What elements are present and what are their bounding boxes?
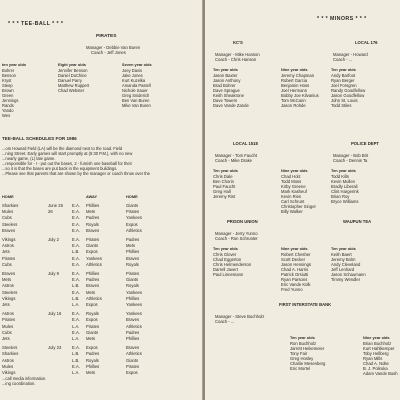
player-name: Greg Sniderich: [122, 93, 150, 99]
team-manager: Manager - Tom Faucht: [215, 153, 258, 158]
schedule-away: Padres: [86, 215, 100, 221]
schedule-home-left: Vikings: [2, 295, 16, 301]
player-name: Chris Dale: [213, 174, 233, 179]
schedule-slot: E.A.: [72, 277, 80, 283]
schedule-home: Giants: [126, 277, 139, 283]
schedule-away: Mets: [86, 370, 96, 375]
player-name: Robert Chesher: [281, 252, 311, 257]
schedule-home: Royals: [126, 283, 139, 289]
schedule-slot: L.A.: [72, 323, 80, 329]
player-name: Charlie Mesenberg: [290, 361, 326, 366]
player-name: Bobby Joe Kilvanius: [281, 93, 319, 98]
col-header-home-2: HOME: [126, 194, 138, 199]
schedule-home-left: Steelers: [2, 289, 18, 295]
schedule-home-left: Braves: [2, 227, 16, 233]
player-name: Rands: [2, 103, 14, 109]
schedule-home: Phillies: [126, 249, 140, 255]
player-name: Jeremy Rist: [213, 194, 236, 199]
player-name: Chris Glover: [213, 252, 237, 257]
schedule-away: Mets: [86, 336, 96, 341]
schedule-away: Yankees: [86, 255, 102, 261]
schedule-home: Braves: [126, 255, 140, 261]
schedule-away: Phillies: [86, 363, 100, 369]
player-name: Dave Towers: [213, 98, 238, 103]
team-title: LOCAL 1518: [233, 141, 258, 146]
schedule-away: Athletics: [86, 295, 102, 301]
player-name: Danuel Parry: [58, 78, 82, 84]
seven-year-label: Seven year olds: [122, 62, 152, 67]
schedule-home: Giants: [126, 203, 139, 208]
schedule-slot: L.B.: [72, 351, 80, 357]
schedule-slot: E.A.: [72, 209, 80, 215]
player-name: Ben Van Buren: [122, 98, 150, 104]
eight-year-list: [58, 68, 89, 93]
player-name: John St. Louis: [331, 98, 358, 103]
team-coach: Coach - Dennis Ta: [333, 158, 368, 163]
schedule-home: Yankees: [126, 289, 142, 295]
schedule-home-left: Steelers: [2, 221, 18, 227]
schedule-slot: E.A.: [72, 261, 80, 267]
player-name: Mark Kasheuf: [281, 189, 307, 194]
player-name: Jason Baxter: [213, 73, 238, 78]
player-name: Jeremy Chapman: [281, 73, 315, 78]
player-name: Chad Holz: [281, 174, 301, 179]
player-name: Joel Forsgren: [331, 83, 357, 88]
player-name: Todd Kills: [331, 174, 349, 179]
schedule-home: Mets: [126, 243, 136, 249]
team-title: KC'S: [233, 40, 243, 45]
player-name: Todd Moss: [281, 179, 302, 184]
schedule-slot: E.A.: [72, 221, 80, 227]
ten-label: Ten year olds: [213, 67, 238, 72]
col-header-away: AWAY: [86, 194, 98, 199]
ten-label: Ten year olds: [331, 246, 356, 251]
player-name: Greg Hosley: [290, 356, 314, 361]
schedule-slot: L.A.: [72, 370, 80, 375]
player-name: Wes: [2, 113, 11, 119]
player-name: Benjamin Hoss: [281, 83, 310, 88]
nine-label: Nine year olds: [363, 335, 390, 340]
schedule-home: Pirates: [126, 363, 140, 369]
player-name: Yando: [2, 108, 14, 114]
schedule-away: Pirates: [86, 323, 100, 329]
player-name: Todd Stiles: [331, 103, 352, 108]
player-name: Andy Barfoot: [331, 73, 356, 78]
schedule-date: July 23: [48, 345, 62, 351]
schedule-away: Mets: [86, 289, 96, 295]
player-name: Ben Chorin: [213, 179, 234, 184]
player-name: Dave Vande Zande: [213, 103, 249, 108]
schedule-away: Pirates: [86, 237, 100, 242]
schedule-slot: E.A.: [72, 363, 80, 369]
team-manager: Manager - Mike Hanson: [215, 52, 260, 57]
player-name: Jason Anthony: [213, 78, 241, 83]
player-name: Adam Vande Bush: [363, 371, 398, 376]
schedule-slot: L.B.: [72, 283, 80, 289]
left-footer: [2, 376, 46, 386]
team-coach: Coach - Mike Drake: [215, 158, 253, 163]
player-name: Randy Goodfellow: [331, 88, 366, 93]
player-name: Kirby Greene: [281, 184, 306, 189]
player-name: Ron Buchholz: [290, 341, 317, 346]
teeball-header: * * * TEE-BALL * * *: [8, 21, 64, 27]
ten-year-label: ten year olds: [2, 62, 27, 67]
footer-line: ...call media information.: [2, 376, 47, 381]
ten-label: Ten year olds: [331, 168, 356, 173]
player-name: Paul Linnemann: [213, 272, 244, 277]
ten-label: Ten year olds: [290, 335, 315, 340]
schedule-home-left: Astros: [2, 243, 14, 249]
schedule-away: Expos: [86, 345, 98, 351]
player-name: Andy Cleveland: [331, 262, 361, 267]
schedule-date: July 9: [48, 271, 59, 276]
intro-line: ...so it is that the bases are put back in the equipment buildings.: [2, 166, 118, 172]
player-name: Chad Eggerton: [213, 257, 242, 262]
player-name: Timmy Wendler: [331, 277, 361, 282]
minors-header: * * * MINORS * * *: [317, 16, 367, 22]
player-name: Ryan Parsons: [281, 277, 308, 282]
schedule-home-left: Mules: [2, 323, 14, 329]
player-name: Steep: [2, 83, 13, 89]
intro-line: ...om Howard Field (LA) will be the diamond next to the road. Field: [2, 146, 123, 151]
player-name: Eric Vande Kolk: [281, 282, 311, 287]
schedule-home: Pirates: [126, 209, 140, 215]
schedule-away: Giants: [86, 329, 99, 335]
schedule-slot: E.A.: [72, 203, 80, 208]
schedule-home-left: Mules: [2, 363, 14, 369]
schedule-home-left: Vikings: [2, 237, 16, 242]
player-name: Jeremy Bolm: [331, 257, 356, 262]
player-name: Ryan Mills: [363, 356, 383, 361]
schedule-home-left: Sharkies: [2, 351, 19, 357]
nine-label: Nine year olds: [281, 67, 308, 72]
schedule-away: Braves: [86, 227, 100, 233]
player-name: Brian Roy: [331, 194, 350, 199]
schedule-home: Yankees: [126, 311, 142, 317]
player-name: Green: [2, 93, 14, 99]
schedule-home: Expos: [126, 370, 138, 375]
schedule-home: Braves: [126, 345, 140, 351]
schedule-home: Braves: [126, 317, 140, 323]
player-name: Jeff Lenhard: [331, 267, 355, 272]
player-name: Brian Buchholz: [363, 341, 392, 346]
schedule-home-left: Jets: [2, 336, 10, 341]
schedule-away: Expos: [86, 249, 98, 255]
player-name: Jason Goodfellow: [331, 93, 365, 98]
eight-year-label: Eight year olds: [58, 62, 86, 67]
schedule-home-left: Cubs: [2, 329, 12, 335]
schedule-slot: L.A.: [72, 302, 80, 307]
ten-year-list: [2, 68, 18, 118]
player-name: Joel Hermann: [281, 88, 308, 93]
schedule-slot: L.B.: [72, 295, 80, 301]
player-name: Kurt Hahlkemper: [363, 346, 395, 351]
player-name: Nichole Sauer: [122, 88, 148, 94]
schedule-away: Giants: [86, 243, 99, 249]
schedule-slot: E.A.: [72, 289, 80, 295]
schedule-away: Royals: [86, 311, 99, 317]
player-name: Chad A. Nolte: [363, 361, 389, 366]
nine-label: Nine year olds: [281, 168, 308, 173]
player-name: Bryce Williams: [331, 199, 359, 204]
schedule-title: TEE-BALL SCHEDULES FOR 1986: [2, 136, 77, 141]
footer-line: ...ing coordination.: [2, 381, 36, 387]
schedule-home-left: Cubs: [2, 261, 12, 267]
team-title: WAUPUN TEA: [343, 219, 372, 224]
team-manager: Manager - Jerry Yunno: [215, 231, 258, 236]
schedule-home: Athletics: [126, 323, 142, 329]
team-manager: Manager - Steve Buchholz: [215, 314, 265, 319]
team-manager: Manager - Bob Brit: [333, 153, 369, 158]
player-name: Jake Jones: [122, 73, 143, 79]
schedule-home: Pirates: [126, 271, 140, 276]
player-name: Joey Davis: [122, 68, 143, 73]
schedule-slot: L.B.: [72, 249, 80, 255]
team-coach: Coach - Chris Hanson: [215, 57, 257, 62]
ten-label: Ten year olds: [213, 246, 238, 251]
team-coach: Coach - ...: [333, 57, 353, 62]
schedule-away: Braves: [86, 283, 100, 289]
schedule-date: 26: [48, 209, 53, 215]
team-title: POLICE DEPT: [351, 141, 379, 146]
player-name: Clint Hargerink: [331, 189, 359, 194]
schedule-home: Royals: [126, 261, 139, 267]
schedule-home-left: Jets: [2, 302, 10, 307]
player-name: Dave Sprague: [213, 88, 240, 93]
player-name: Kevin Mullen: [331, 179, 355, 184]
player-name: Fred Yunno: [281, 287, 303, 292]
team-coach: Coach - ...: [215, 319, 235, 324]
player-name: Scott Decker: [281, 257, 305, 262]
team-title: LOCAL 176: [355, 40, 378, 45]
player-name: Keith Sheakrone: [213, 93, 244, 98]
team-title: PRISON UNION: [227, 219, 258, 224]
schedule-home: Athletics: [126, 351, 142, 357]
schedule-home-left: Cubs: [2, 215, 12, 221]
schedule-home: Phillies: [126, 295, 140, 301]
player-name: Toby Hellberg: [363, 351, 389, 356]
player-name: Brad Bohrer: [213, 83, 236, 88]
player-name: Chad A. Harris: [281, 267, 309, 272]
team-title: FIRST INTERSTATE BANK: [279, 302, 332, 307]
schedule-home: Yankees: [126, 215, 142, 221]
player-name: Kryst: [2, 78, 12, 84]
schedule-away: Phillies: [86, 203, 100, 208]
schedule-home-left: Jets: [2, 249, 10, 255]
team-manager: Manager - Howard: [333, 52, 368, 57]
player-name: Kevin Ries: [281, 194, 302, 199]
schedule-slot: L.B.: [72, 357, 80, 363]
player-name: Patrick Orsiutti: [281, 272, 309, 277]
schedule-away: Phillies: [86, 271, 100, 276]
intro-line: ...ning Street. Early games will start promptly at (5:30 P.M.), with no new: [2, 151, 133, 157]
player-name: Benson: [2, 73, 16, 79]
player-name: Kurt Kuzelka: [122, 78, 146, 84]
schedule-home-left: Astros: [2, 283, 14, 289]
schedule-home-left: Astros: [2, 357, 14, 363]
right-page: [205, 0, 400, 400]
player-name: Amanda Pastell: [122, 83, 151, 89]
player-name: Paul Faucht: [213, 184, 236, 189]
schedule-home-left: Sharkies: [2, 203, 19, 208]
player-name: Christopher Singer: [281, 204, 316, 209]
schedule-slot: L.A.: [72, 336, 80, 341]
schedule-home: Padres: [126, 329, 140, 335]
player-name: Chris Helmenderson: [213, 262, 252, 267]
schedule-home: Athletics: [126, 227, 142, 233]
seven-year-list: [122, 68, 151, 108]
player-name: Greg Hall: [213, 189, 231, 194]
intro-line: ...Please see that parents that are shown by the manager or coach throw over the: [2, 171, 150, 177]
schedule-home-left: Astros: [2, 311, 14, 317]
schedule-home: Padres: [126, 237, 140, 242]
schedule-away: Athletics: [86, 261, 102, 267]
schedule-slot: E.A.: [72, 329, 80, 335]
schedule-away: Royals: [86, 221, 99, 227]
pirates-coach: Coach - Jeff Jones: [91, 50, 126, 55]
schedule-home-left: Mules: [2, 209, 14, 215]
schedule-home-left: Braves: [2, 271, 16, 276]
player-name: Billy Walker: [281, 209, 303, 214]
schedule-away: Padres: [86, 277, 100, 283]
team-coach: Coach - Ron Schrunter: [215, 236, 258, 241]
player-name: Brown: [2, 88, 14, 94]
player-name: Jason Hennings: [281, 262, 312, 267]
player-name: Daniel DuChine: [58, 73, 87, 79]
schedule-home-left: Vikings: [2, 370, 16, 375]
player-name: Darrell Javert: [213, 267, 238, 272]
player-name: Jennifer Benson: [58, 68, 88, 73]
schedule-slot: E.A.: [72, 227, 80, 233]
schedule-slot: E.A.: [72, 215, 80, 221]
schedule-away: Royals: [86, 357, 99, 363]
player-name: Bradly Liberali: [331, 184, 358, 189]
schedule-slot: E.A.: [72, 237, 80, 242]
player-name: Tom McCann: [281, 98, 306, 103]
player-name: Matthew Ruppert: [58, 83, 90, 89]
player-name: Jarrett Heikemeier: [290, 346, 325, 351]
player-name: Keith Baert: [331, 252, 352, 257]
player-name: B. J. Poliruka: [363, 366, 388, 371]
schedule-home-left: Pirates: [2, 317, 16, 323]
schedule-home: Yankees: [126, 302, 142, 307]
schedule-home: Giants: [126, 357, 139, 363]
schedule-slot: E.A.: [72, 255, 80, 261]
schedule-home-left: Steelers: [2, 345, 18, 351]
schedule-away: Mets: [86, 209, 96, 215]
schedule-slot: E.A.: [72, 317, 80, 323]
player-name: Ryan Berger: [331, 78, 355, 83]
schedule-away: Expos: [86, 317, 98, 323]
player-name: Eric Mortel: [290, 366, 311, 371]
schedule-home-left: Mets: [2, 277, 12, 283]
nine-label: Nine year olds: [281, 246, 308, 251]
player-name: Jennings: [2, 98, 19, 104]
player-name: Chad Webster: [58, 88, 85, 94]
player-name: Jason Schaumann: [331, 272, 366, 277]
schedule-slot: E.A.: [72, 243, 80, 249]
player-name: Mike Van Buren: [122, 103, 151, 109]
schedule-slot: E.A.: [72, 311, 80, 317]
schedule-home: Phillies: [126, 336, 140, 341]
ten-label: Ten year olds: [213, 168, 238, 173]
player-name: Carl Schrunt: [281, 199, 305, 204]
schedule-slot: E.A.: [72, 345, 80, 351]
schedule-away: Padres: [86, 351, 100, 357]
player-name: Bohrer: [2, 68, 15, 73]
schedule-intro: [2, 146, 150, 176]
schedule-home: Expos: [126, 221, 138, 227]
pirates-manager: Manager - Debbie Van Buren: [86, 45, 141, 50]
intro-line: ...nearly game, (L) late game.: [2, 156, 56, 162]
schedule-date: July 2: [48, 237, 59, 242]
intro-line: ...responsible for - I - put out the bases, 2 - furnish one baseball for their: [2, 161, 132, 167]
player-name: Tony Fair: [290, 351, 308, 356]
player-name: Jason Rohde: [281, 103, 306, 108]
pirates-title: PIRATES: [96, 34, 117, 39]
ten-label: Ten year olds: [331, 67, 356, 72]
schedule-away: Expos: [86, 302, 98, 307]
schedule-date: June 26: [48, 203, 63, 208]
schedule-slot: E.A.: [72, 271, 80, 276]
schedule-date: July 16: [48, 311, 62, 317]
schedule-home-left: Pirates: [2, 255, 16, 261]
player-name: Robert Garcia: [281, 78, 308, 83]
col-header-home: HOME: [2, 194, 14, 199]
